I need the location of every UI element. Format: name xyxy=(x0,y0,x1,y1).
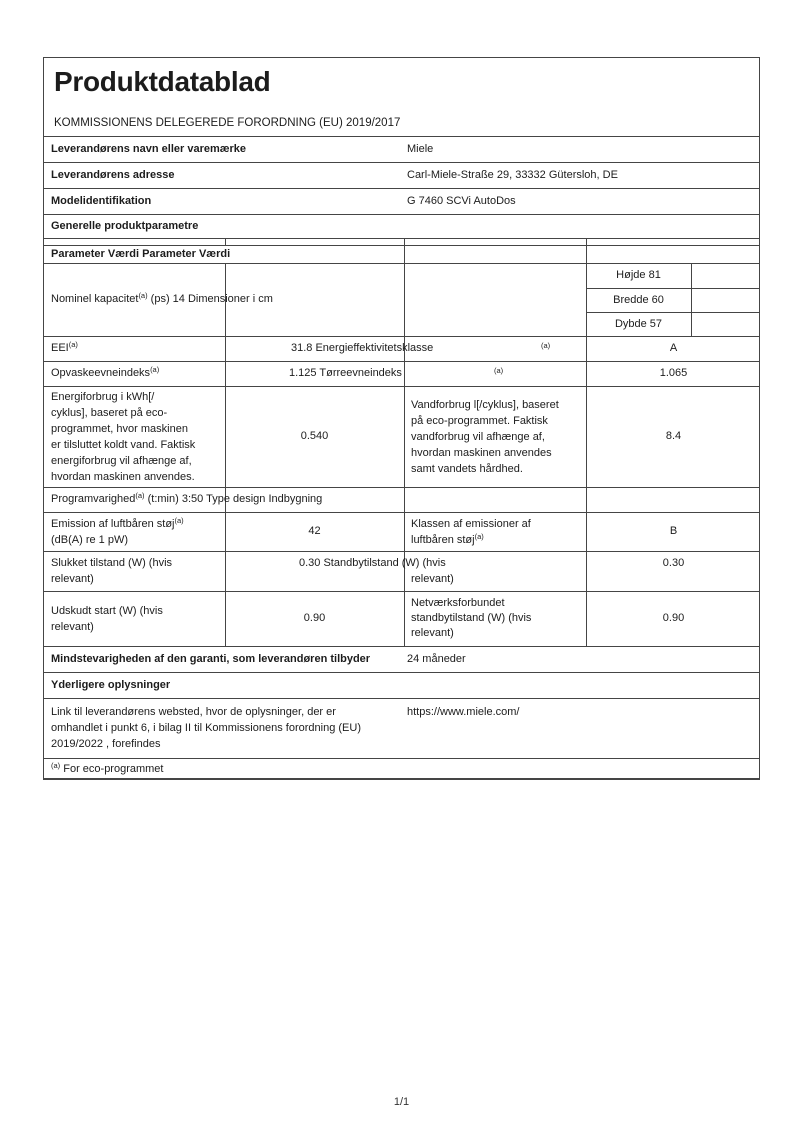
footnote-marker: (a) xyxy=(541,341,551,350)
footnote-marker: (a) xyxy=(474,531,484,541)
noise-emission-value: 42 xyxy=(308,525,321,537)
water-consumption-value: 8.4 xyxy=(665,430,682,442)
table-divider xyxy=(44,698,759,699)
noise-label-line: (dB(A) re 1 pW) xyxy=(51,533,129,546)
table-divider xyxy=(44,188,759,189)
footnote-marker: (a) xyxy=(494,366,504,375)
energy-label-line: programmet, hvor maskinen xyxy=(51,422,188,435)
table-divider xyxy=(404,238,405,646)
washing-label-text: Opvaskeevneindeks xyxy=(51,367,151,379)
dimension-width: Bredde 60 xyxy=(613,294,664,306)
off-mode-label-line: relevant) xyxy=(51,573,94,585)
off-mode-merged-value: 0.30 Standbytilstand (W) (hvis xyxy=(299,557,446,569)
energy-label-line: cyklus], baseret på eco- xyxy=(51,406,168,419)
website-link-label xyxy=(51,704,361,752)
regulation-subtitle: KOMMISSIONENS DELEGEREDE FORORDNING (EU) 2019/2017 xyxy=(54,117,401,129)
warranty-label: Mindstevarigheden af den garanti, som leverandøren tilbyder xyxy=(51,653,371,665)
water-label-line: hvordan maskinen anvendes xyxy=(411,446,552,459)
footnote-row xyxy=(51,758,164,781)
off-mode-label-line: Slukket tilstand (W) (hvis xyxy=(51,557,173,569)
water-label-line: Vandforbrug l[/cyklus], baseret xyxy=(411,398,559,411)
programme-duration-row xyxy=(51,487,322,512)
noise-emission-label xyxy=(51,512,184,551)
water-label-line: samt vandets hårdhed. xyxy=(411,462,523,475)
networked-standby-label xyxy=(411,591,531,646)
supplier-address-label: Leverandørens adresse xyxy=(51,169,175,181)
noise-label-line xyxy=(51,516,184,532)
page-title: Produktdatablad xyxy=(54,66,271,97)
footnote-marker: (a) xyxy=(138,291,148,300)
link-label-line: Link til leverandørens websted, hvor de oplysninger, der er xyxy=(51,706,336,718)
delayed-start-label-line: relevant) xyxy=(51,620,94,633)
water-label-line: vandforbrug vil afhænge af, xyxy=(411,430,545,443)
washing-index-label xyxy=(51,361,159,386)
duration-label-text: Programvarighed xyxy=(51,493,136,505)
energy-label-line: energiforbrug vil afhænge af, xyxy=(51,454,192,467)
eei-label-text: EEI xyxy=(51,342,69,354)
energy-class-value: A xyxy=(669,342,678,354)
off-mode-label xyxy=(51,555,172,587)
noise-class-line xyxy=(411,532,531,548)
standby-value: 0.30 xyxy=(662,557,685,569)
general-parameters-header: Generelle produktparametre xyxy=(51,220,199,232)
footnote-marker: (a) xyxy=(174,515,184,525)
standby-label-line: relevant) xyxy=(411,573,454,585)
water-label-line: på eco-programmet. Faktisk xyxy=(411,414,548,427)
networked-standby-line: standbytilstand (W) (hvis xyxy=(411,612,532,624)
energy-label-line: er tilsluttet koldt vand. Faktisk xyxy=(51,438,196,451)
noise-class-label xyxy=(411,512,531,551)
washing-merged-value: 1.125 Tørreevneindeks xyxy=(289,367,402,379)
link-label-line: omhandlet i punkt 6, i bilag II til Kommissionens forordning (EU) xyxy=(51,722,361,734)
delayed-start-value: 0.90 xyxy=(303,612,326,624)
table-divider xyxy=(44,551,759,552)
water-consumption-label xyxy=(411,386,559,487)
capacity-dimensions-label xyxy=(51,263,273,336)
eei-label xyxy=(51,336,78,361)
footnote-marker: (a) xyxy=(51,761,61,770)
networked-standby-value: 0.90 xyxy=(662,612,685,624)
delayed-start-label xyxy=(51,591,163,646)
energy-label-line: hvordan maskinen anvendes. xyxy=(51,470,195,483)
additional-info-header: Yderligere oplysninger xyxy=(51,679,171,691)
noise-class-text: luftbåren støj xyxy=(411,533,475,546)
footnote-text: For eco-programmet xyxy=(63,763,164,775)
duration-label-rest: (t:min) 3:50 Type design Indbygning xyxy=(144,493,323,505)
table-divider xyxy=(225,238,226,245)
table-divider xyxy=(44,238,759,239)
footnote-marker: (a) xyxy=(135,491,145,500)
eei-merged-value: 31.8 Energieffektivitetsklasse xyxy=(291,342,434,354)
model-id-value: G 7460 SCVi AutoDos xyxy=(407,195,516,207)
footnote-marker: (a) xyxy=(150,365,160,374)
website-link-value[interactable]: https://www.miele.com/ xyxy=(407,706,520,718)
capacity-label: Nominel kapacitet xyxy=(51,293,139,305)
document-table xyxy=(43,57,760,780)
noise-label-text: Emission af luftbåren støj xyxy=(51,517,175,530)
table-divider xyxy=(691,263,692,336)
noise-class-line: Klassen af emissioner af xyxy=(411,517,531,530)
noise-class-value: B xyxy=(669,525,678,537)
drying-index-value: 1.065 xyxy=(659,367,688,379)
dimension-height: Højde 81 xyxy=(616,269,661,281)
page-number: 1/1 xyxy=(393,1096,410,1108)
networked-standby-line: relevant) xyxy=(411,627,454,639)
capacity-label-rest: (ps) 14 Dimensioner i cm xyxy=(147,293,273,305)
delayed-start-label-line: Udskudt start (W) (hvis xyxy=(51,604,163,617)
columns-header: Parameter Værdi Parameter Værdi xyxy=(51,248,231,260)
energy-consumption-value: 0.540 xyxy=(300,430,329,442)
supplier-name-value: Miele xyxy=(407,143,434,155)
model-id-label: Modelidentifikation xyxy=(51,195,152,207)
dimension-depth: Dybde 57 xyxy=(614,318,663,330)
supplier-name-label: Leverandørens navn eller varemærke xyxy=(51,143,247,155)
warranty-value: 24 måneder xyxy=(407,653,466,665)
supplier-address-value: Carl-Miele-Straße 29, 33332 Gütersloh, DE xyxy=(407,169,618,181)
footnote-marker: (a) xyxy=(68,340,78,349)
energy-consumption-label xyxy=(51,386,195,487)
energy-label-line: Energiforbrug i kWh[/ xyxy=(51,390,155,403)
link-label-line: 2019/2022 , forefindes xyxy=(51,738,161,750)
networked-standby-line: Netværksforbundet xyxy=(411,597,505,609)
